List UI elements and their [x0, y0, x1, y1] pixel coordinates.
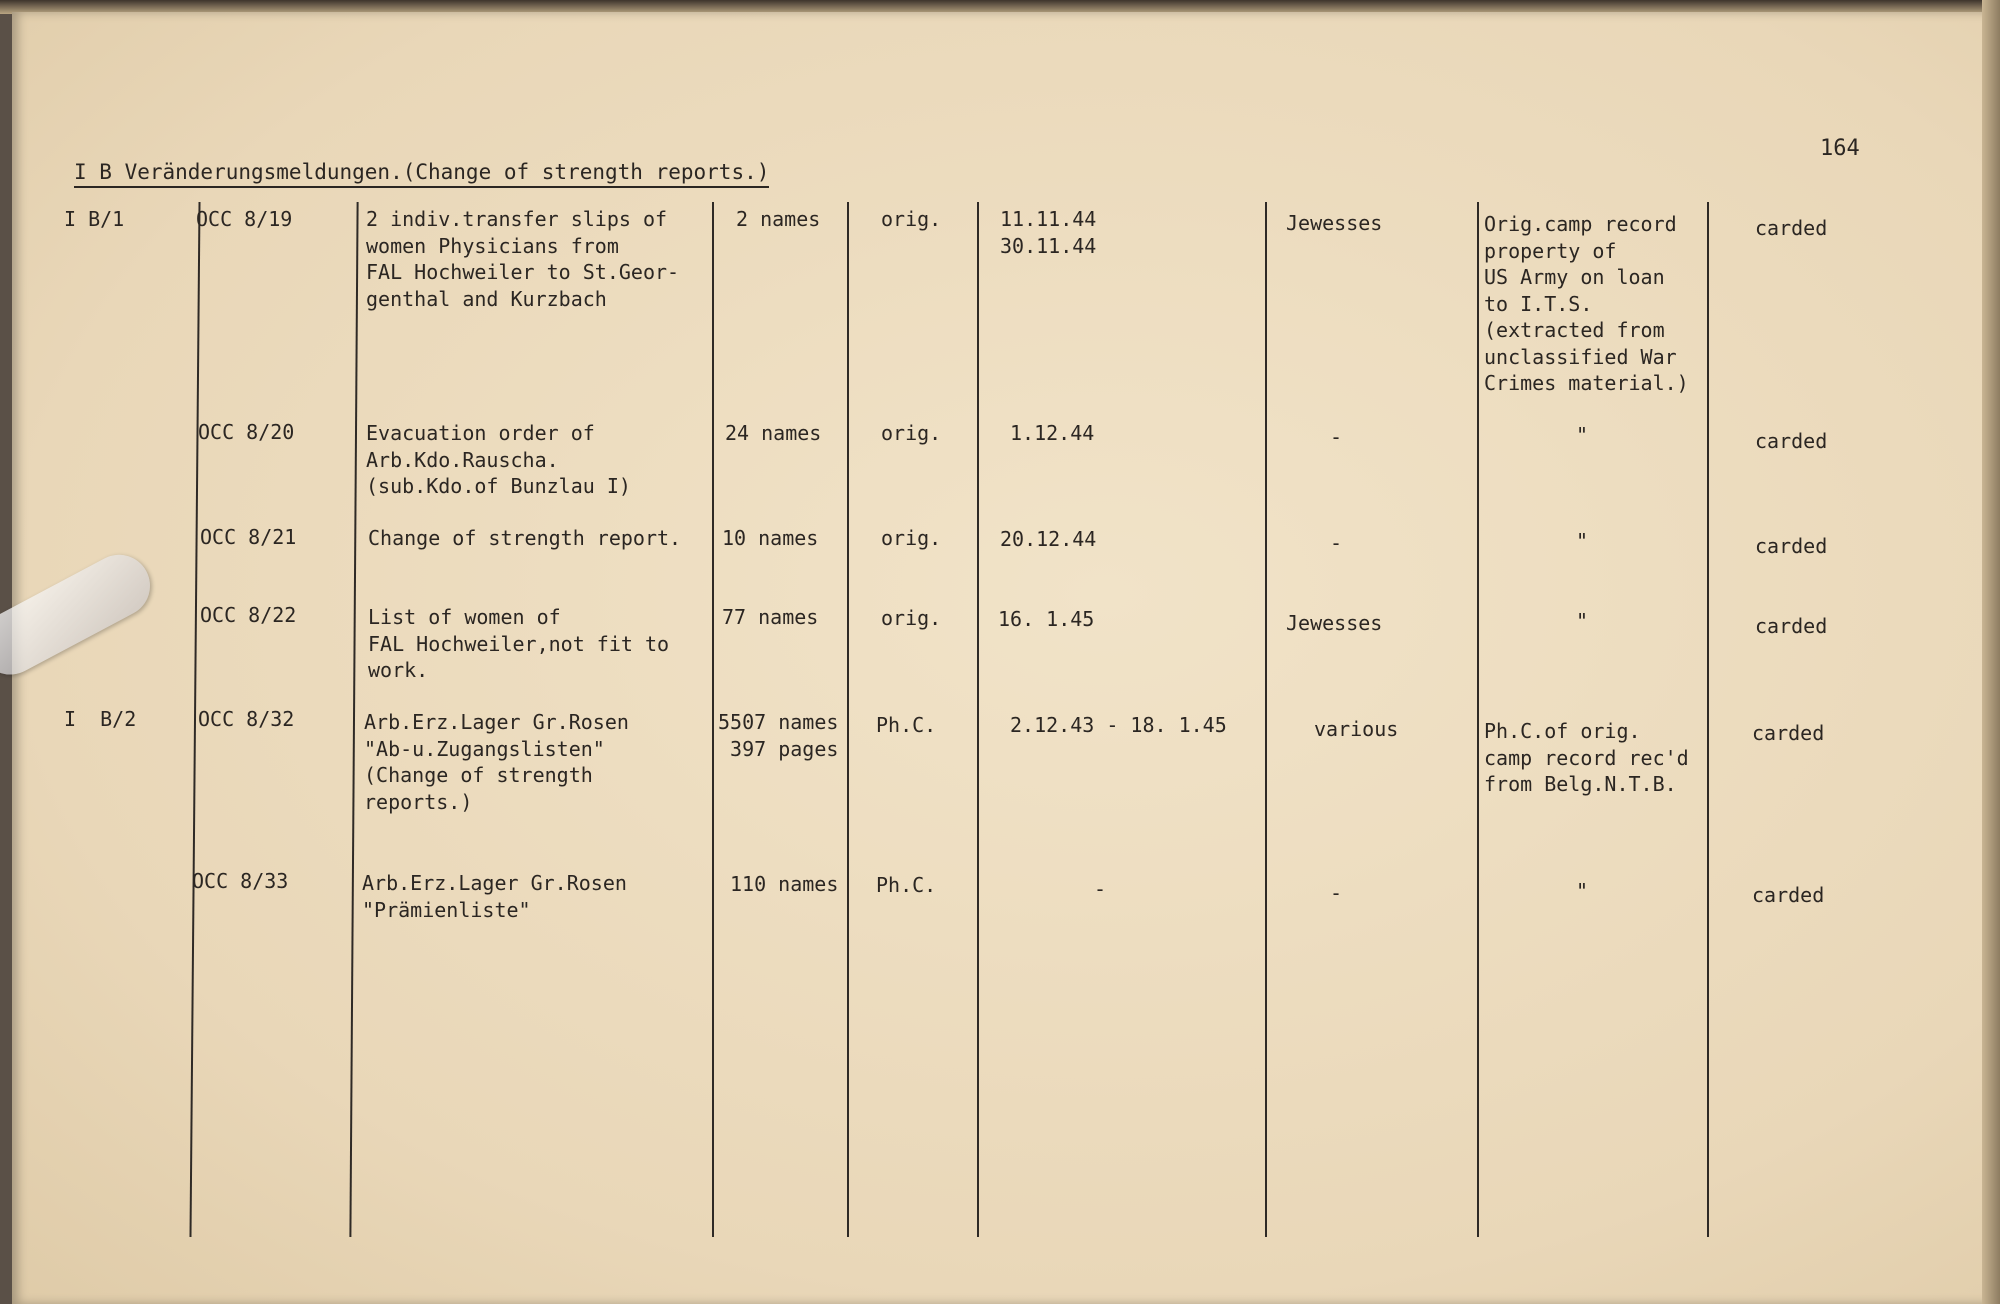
status-cell: carded [1752, 721, 1825, 745]
column-separator [977, 202, 979, 1237]
column-separator [1707, 202, 1709, 1237]
column-separator [1265, 202, 1267, 1237]
dates-cell: 2.12.43 - 18. 1.45 [1010, 713, 1227, 737]
occ-cell: OCC 8/20 [198, 420, 295, 444]
quantity-cell: 77 names [722, 605, 819, 629]
quantity-cell: 5507 names 397 pages [718, 710, 839, 761]
quantity-cell: 2 names [736, 207, 821, 231]
section-heading: I B Veränderungsmeldungen.(Change of strength reports.) [74, 160, 769, 188]
remarks-cell: Ph.C.of orig. camp record rec'd from Belg.N.T.B. [1484, 719, 1689, 796]
dates-cell: 11.11.44 30.11.44 [1000, 207, 1097, 258]
occ-cell: OCC 8/22 [200, 603, 297, 627]
type-cell: orig. [881, 526, 942, 550]
quantity-cell: 24 names [725, 421, 822, 445]
description-cell: Change of strength report. [368, 526, 682, 550]
status-cell: carded [1755, 216, 1828, 240]
status-cell: carded [1755, 429, 1828, 453]
type-cell: Ph.C. [876, 713, 937, 737]
description-cell: Evacuation order of Arb.Kdo.Rauscha. (sub.Kdo.of Bunzlau I) [366, 421, 631, 498]
dates-cell: - [1094, 877, 1107, 901]
column-separator [349, 202, 358, 1237]
occ-cell: OCC 8/21 [200, 525, 297, 549]
persons-cell: Jewesses [1286, 611, 1383, 635]
document-page [12, 12, 2000, 1304]
status-cell: carded [1752, 883, 1825, 907]
remarks-cell: Orig.camp record property of US Army on loan to I.T.S. (extracted from unclassified War Crimes material.) [1484, 212, 1689, 395]
page-number: 164 [1820, 136, 1860, 161]
column-separator [847, 202, 849, 1237]
status-cell: carded [1755, 614, 1828, 638]
description-cell: 2 indiv.transfer slips of women Physicians from FAL Hochweiler to St.Geor- genthal and Kurzbach [366, 207, 680, 311]
dates-cell: 20.12.44 [1000, 527, 1097, 551]
persons-cell: - [1330, 531, 1343, 555]
occ-cell: OCC 8/33 [192, 869, 289, 893]
page-edge [1982, 0, 2000, 1304]
status-cell: carded [1755, 534, 1828, 558]
dates-cell: 16. 1.45 [998, 607, 1095, 631]
quantity-cell: 110 names [730, 872, 839, 896]
type-cell: orig. [881, 207, 942, 231]
remarks-cell: " [1576, 609, 1589, 633]
remarks-cell: " [1576, 879, 1589, 903]
type-cell: orig. [881, 606, 942, 630]
persons-cell: - [1330, 425, 1343, 449]
remarks-cell: " [1576, 423, 1589, 447]
quantity-cell: 10 names [722, 526, 819, 550]
occ-cell: OCC 8/32 [198, 707, 295, 731]
type-cell: Ph.C. [876, 873, 937, 897]
description-cell: Arb.Erz.Lager Gr.Rosen "Prämienliste" [362, 871, 627, 922]
persons-cell: Jewesses [1286, 211, 1383, 235]
type-cell: orig. [881, 421, 942, 445]
ref-cell: I B/2 [64, 707, 137, 731]
description-cell: List of women of FAL Hochweiler,not fit to work. [368, 605, 670, 682]
persons-cell: various [1314, 717, 1399, 741]
column-separator [712, 202, 714, 1237]
column-separator [1477, 202, 1479, 1237]
description-cell: Arb.Erz.Lager Gr.Rosen "Ab-u.Zugangslisten" (Change of strength reports.) [364, 710, 629, 814]
ref-cell: I B/1 [64, 207, 125, 231]
persons-cell: - [1330, 881, 1343, 905]
occ-cell: OCC 8/19 [196, 207, 293, 231]
dates-cell: 1.12.44 [1010, 421, 1095, 445]
remarks-cell: " [1576, 529, 1589, 553]
